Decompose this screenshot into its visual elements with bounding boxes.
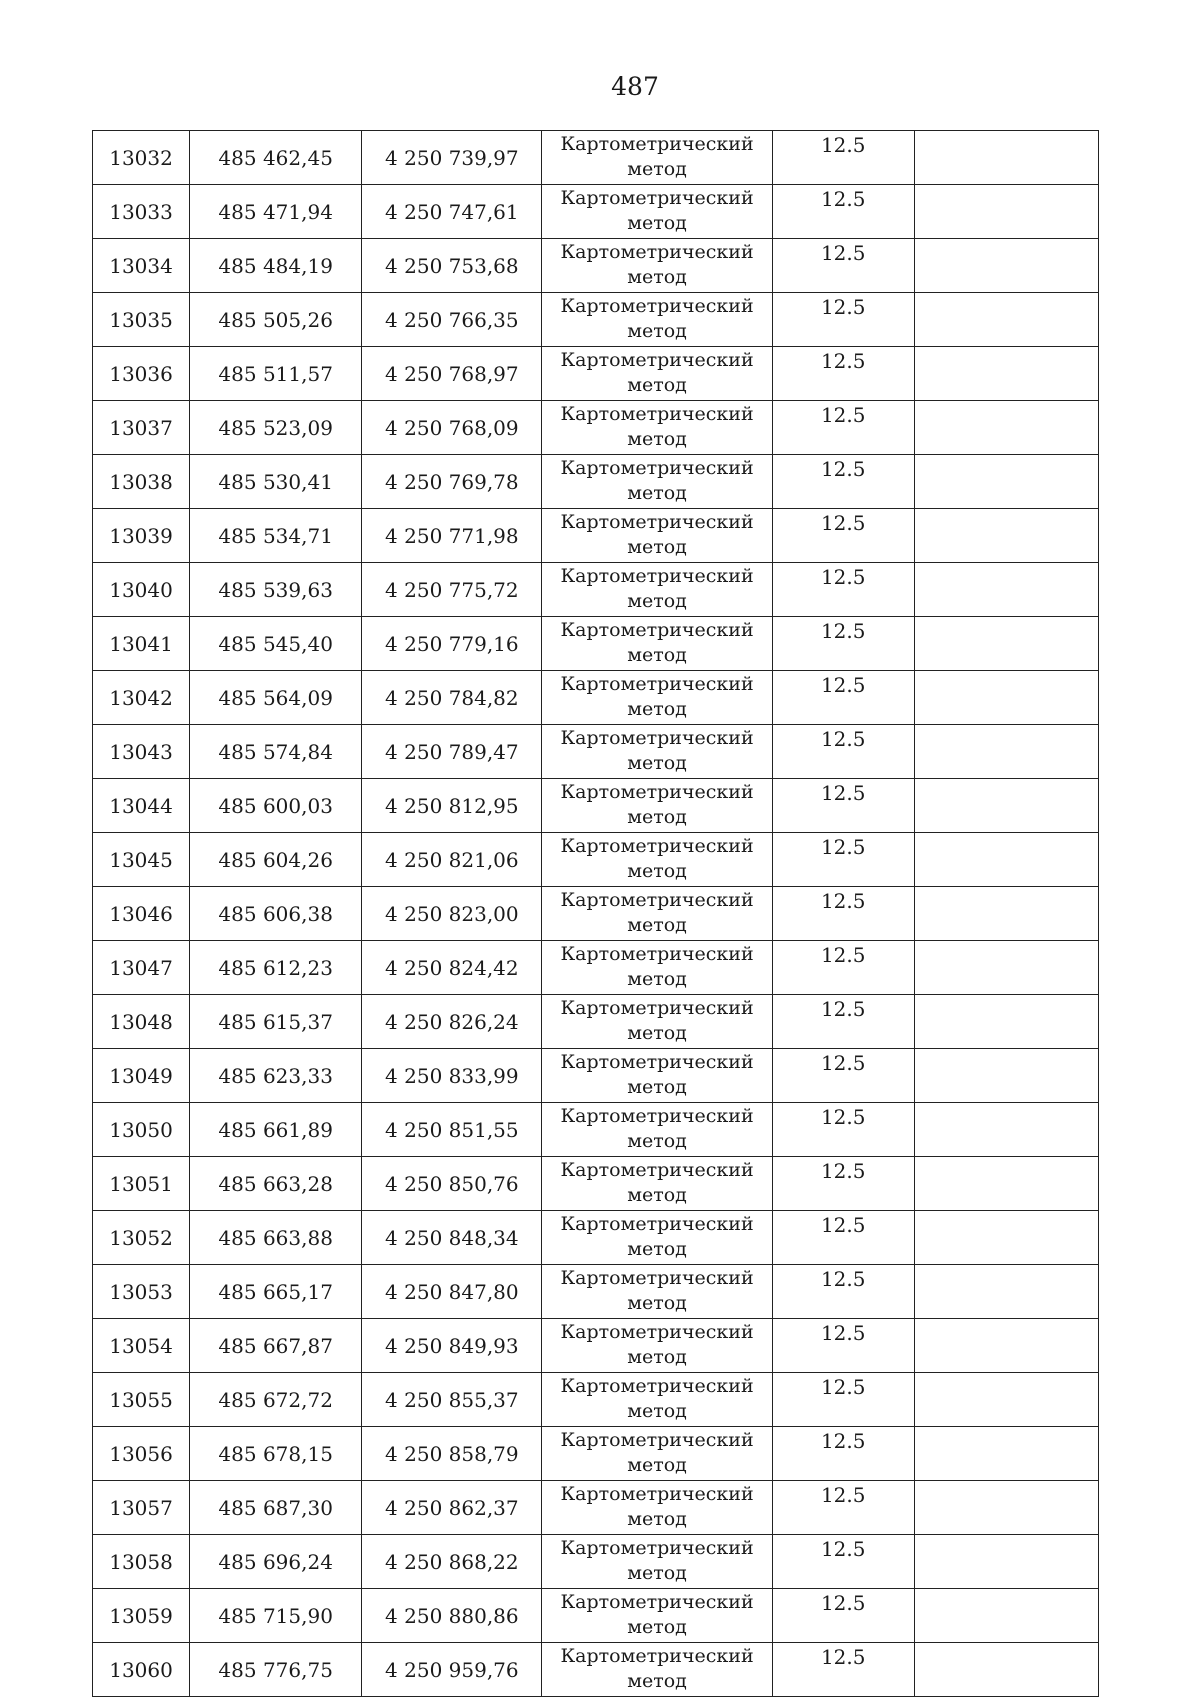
point-number-cell: 13039 (93, 509, 190, 563)
point-number-cell: 13056 (93, 1427, 190, 1481)
table-row (93, 1049, 1099, 1103)
point-number-cell: 13054 (93, 1319, 190, 1373)
method-cell (542, 1427, 772, 1481)
precision-cell: 12.5 (772, 1427, 914, 1481)
method-line-2: метод (627, 1184, 687, 1206)
note-cell (914, 455, 1098, 509)
table-row (93, 131, 1099, 185)
method-line-1: Картометрический (560, 1105, 754, 1127)
x-coordinate-cell: 485 661,89 (190, 1103, 362, 1157)
precision-cell: 12.5 (772, 563, 914, 617)
method-cell (542, 185, 772, 239)
note-cell (914, 347, 1098, 401)
note-cell (914, 401, 1098, 455)
y-coordinate-cell: 4 250 753,68 (362, 239, 542, 293)
note-cell (914, 509, 1098, 563)
y-coordinate-cell: 4 250 826,24 (362, 995, 542, 1049)
method-line-1: Картометрический (560, 727, 754, 749)
method-line-2: метод (627, 482, 687, 504)
precision-cell: 12.5 (772, 239, 914, 293)
method-line-2: метод (627, 536, 687, 558)
x-coordinate-cell: 485 696,24 (190, 1535, 362, 1589)
x-coordinate-cell: 485 484,19 (190, 239, 362, 293)
note-cell (914, 1103, 1098, 1157)
method-line-2: метод (627, 374, 687, 396)
method-line-1: Картометрический (560, 187, 754, 209)
method-line-1: Картометрический (560, 1267, 754, 1289)
table-row (93, 725, 1099, 779)
x-coordinate-cell: 485 606,38 (190, 887, 362, 941)
precision-cell: 12.5 (772, 509, 914, 563)
x-coordinate-cell: 485 539,63 (190, 563, 362, 617)
x-coordinate-cell: 485 715,90 (190, 1589, 362, 1643)
x-coordinate-cell: 485 687,30 (190, 1481, 362, 1535)
x-coordinate-cell: 485 523,09 (190, 401, 362, 455)
method-line-1: Картометрический (560, 295, 754, 317)
note-cell (914, 185, 1098, 239)
method-cell (542, 1643, 772, 1697)
x-coordinate-cell: 485 663,88 (190, 1211, 362, 1265)
method-line-1: Картометрический (560, 835, 754, 857)
method-line-1: Картометрический (560, 673, 754, 695)
point-number-cell: 13060 (93, 1643, 190, 1697)
precision-cell: 12.5 (772, 779, 914, 833)
x-coordinate-cell: 485 600,03 (190, 779, 362, 833)
precision-cell: 12.5 (772, 401, 914, 455)
x-coordinate-cell: 485 604,26 (190, 833, 362, 887)
x-coordinate-cell: 485 505,26 (190, 293, 362, 347)
point-number-cell: 13048 (93, 995, 190, 1049)
precision-cell: 12.5 (772, 1157, 914, 1211)
method-line-2: метод (627, 212, 687, 234)
method-cell (542, 887, 772, 941)
precision-cell: 12.5 (772, 131, 914, 185)
y-coordinate-cell: 4 250 823,00 (362, 887, 542, 941)
method-line-2: метод (627, 1238, 687, 1260)
precision-cell: 12.5 (772, 293, 914, 347)
method-line-2: метод (627, 914, 687, 936)
method-line-1: Картометрический (560, 1483, 754, 1505)
point-number-cell: 13034 (93, 239, 190, 293)
y-coordinate-cell: 4 250 824,42 (362, 941, 542, 995)
note-cell (914, 1049, 1098, 1103)
point-number-cell: 13046 (93, 887, 190, 941)
point-number-cell: 13041 (93, 617, 190, 671)
note-cell (914, 239, 1098, 293)
table-row (93, 1643, 1099, 1697)
method-cell (542, 617, 772, 671)
point-number-cell: 13040 (93, 563, 190, 617)
precision-cell: 12.5 (772, 1643, 914, 1697)
method-line-2: метод (627, 968, 687, 990)
y-coordinate-cell: 4 250 771,98 (362, 509, 542, 563)
point-number-cell: 13042 (93, 671, 190, 725)
y-coordinate-cell: 4 250 851,55 (362, 1103, 542, 1157)
y-coordinate-cell: 4 250 849,93 (362, 1319, 542, 1373)
method-line-1: Картометрический (560, 457, 754, 479)
precision-cell: 12.5 (772, 887, 914, 941)
y-coordinate-cell: 4 250 812,95 (362, 779, 542, 833)
method-line-2: метод (627, 320, 687, 342)
y-coordinate-cell: 4 250 847,80 (362, 1265, 542, 1319)
note-cell (914, 1589, 1098, 1643)
note-cell (914, 833, 1098, 887)
note-cell (914, 887, 1098, 941)
method-line-1: Картометрический (560, 781, 754, 803)
x-coordinate-cell: 485 663,28 (190, 1157, 362, 1211)
method-line-1: Картометрический (560, 349, 754, 371)
x-coordinate-cell: 485 534,71 (190, 509, 362, 563)
method-line-1: Картометрический (560, 1321, 754, 1343)
x-coordinate-cell: 485 564,09 (190, 671, 362, 725)
note-cell (914, 941, 1098, 995)
y-coordinate-cell: 4 250 858,79 (362, 1427, 542, 1481)
table-body (93, 131, 1099, 1697)
note-cell (914, 671, 1098, 725)
y-coordinate-cell: 4 250 784,82 (362, 671, 542, 725)
coordinates-table (92, 130, 1099, 1697)
table-row (93, 239, 1099, 293)
method-line-1: Картометрический (560, 1591, 754, 1613)
note-cell (914, 1211, 1098, 1265)
y-coordinate-cell: 4 250 789,47 (362, 725, 542, 779)
precision-cell: 12.5 (772, 1103, 914, 1157)
precision-cell: 12.5 (772, 1373, 914, 1427)
method-line-2: метод (627, 1076, 687, 1098)
table-row (93, 833, 1099, 887)
y-coordinate-cell: 4 250 747,61 (362, 185, 542, 239)
method-line-1: Картометрический (560, 1375, 754, 1397)
y-coordinate-cell: 4 250 739,97 (362, 131, 542, 185)
point-number-cell: 13053 (93, 1265, 190, 1319)
point-number-cell: 13038 (93, 455, 190, 509)
precision-cell: 12.5 (772, 725, 914, 779)
method-cell (542, 455, 772, 509)
point-number-cell: 13051 (93, 1157, 190, 1211)
precision-cell: 12.5 (772, 671, 914, 725)
method-line-2: метод (627, 158, 687, 180)
method-line-2: метод (627, 1616, 687, 1638)
table-row (93, 1103, 1099, 1157)
note-cell (914, 1427, 1098, 1481)
y-coordinate-cell: 4 250 766,35 (362, 293, 542, 347)
method-line-2: метод (627, 428, 687, 450)
y-coordinate-cell: 4 250 848,34 (362, 1211, 542, 1265)
table-row (93, 1589, 1099, 1643)
method-line-1: Картометрический (560, 1645, 754, 1667)
y-coordinate-cell: 4 250 768,09 (362, 401, 542, 455)
y-coordinate-cell: 4 250 868,22 (362, 1535, 542, 1589)
method-line-2: метод (627, 1400, 687, 1422)
point-number-cell: 13044 (93, 779, 190, 833)
method-line-2: метод (627, 1346, 687, 1368)
note-cell (914, 1535, 1098, 1589)
precision-cell: 12.5 (772, 995, 914, 1049)
table-row (93, 887, 1099, 941)
method-line-1: Картометрический (560, 619, 754, 641)
y-coordinate-cell: 4 250 855,37 (362, 1373, 542, 1427)
method-line-2: метод (627, 1130, 687, 1152)
method-line-1: Картометрический (560, 403, 754, 425)
point-number-cell: 13057 (93, 1481, 190, 1535)
table-row (93, 671, 1099, 725)
note-cell (914, 779, 1098, 833)
y-coordinate-cell: 4 250 833,99 (362, 1049, 542, 1103)
method-cell (542, 131, 772, 185)
table-row (93, 1265, 1099, 1319)
method-cell (542, 1103, 772, 1157)
point-number-cell: 13036 (93, 347, 190, 401)
method-line-1: Картометрический (560, 1213, 754, 1235)
note-cell (914, 725, 1098, 779)
table-row (93, 1373, 1099, 1427)
method-line-1: Картометрический (560, 565, 754, 587)
method-line-2: метод (627, 1292, 687, 1314)
point-number-cell: 13058 (93, 1535, 190, 1589)
method-line-1: Картометрический (560, 1051, 754, 1073)
method-cell (542, 563, 772, 617)
method-cell (542, 671, 772, 725)
method-cell (542, 833, 772, 887)
note-cell (914, 563, 1098, 617)
table-row (93, 1157, 1099, 1211)
method-cell (542, 1373, 772, 1427)
note-cell (914, 1481, 1098, 1535)
method-cell (542, 725, 772, 779)
y-coordinate-cell: 4 250 775,72 (362, 563, 542, 617)
method-line-1: Картометрический (560, 997, 754, 1019)
table-row (93, 941, 1099, 995)
x-coordinate-cell: 485 545,40 (190, 617, 362, 671)
method-cell (542, 1049, 772, 1103)
method-cell (542, 401, 772, 455)
x-coordinate-cell: 485 776,75 (190, 1643, 362, 1697)
x-coordinate-cell: 485 678,15 (190, 1427, 362, 1481)
point-number-cell: 13043 (93, 725, 190, 779)
method-line-2: метод (627, 266, 687, 288)
method-line-1: Картометрический (560, 241, 754, 263)
method-line-2: метод (627, 1454, 687, 1476)
table-row (93, 401, 1099, 455)
method-line-2: метод (627, 752, 687, 774)
point-number-cell: 13050 (93, 1103, 190, 1157)
method-line-1: Картометрический (560, 1429, 754, 1451)
point-number-cell: 13035 (93, 293, 190, 347)
note-cell (914, 1643, 1098, 1697)
y-coordinate-cell: 4 250 769,78 (362, 455, 542, 509)
y-coordinate-cell: 4 250 821,06 (362, 833, 542, 887)
precision-cell: 12.5 (772, 941, 914, 995)
method-cell (542, 1211, 772, 1265)
method-line-2: метод (627, 1562, 687, 1584)
table-row (93, 185, 1099, 239)
method-cell (542, 1535, 772, 1589)
point-number-cell: 13049 (93, 1049, 190, 1103)
method-cell (542, 1319, 772, 1373)
note-cell (914, 293, 1098, 347)
method-line-1: Картометрический (560, 133, 754, 155)
method-line-1: Картометрический (560, 511, 754, 533)
point-number-cell: 13059 (93, 1589, 190, 1643)
note-cell (914, 1373, 1098, 1427)
y-coordinate-cell: 4 250 779,16 (362, 617, 542, 671)
table-row (93, 617, 1099, 671)
point-number-cell: 13052 (93, 1211, 190, 1265)
x-coordinate-cell: 485 615,37 (190, 995, 362, 1049)
x-coordinate-cell: 485 612,23 (190, 941, 362, 995)
table-row (93, 1427, 1099, 1481)
x-coordinate-cell: 485 623,33 (190, 1049, 362, 1103)
precision-cell: 12.5 (772, 1589, 914, 1643)
table-row (93, 563, 1099, 617)
method-cell (542, 779, 772, 833)
table-row (93, 293, 1099, 347)
table-row (93, 995, 1099, 1049)
method-cell (542, 1589, 772, 1643)
y-coordinate-cell: 4 250 862,37 (362, 1481, 542, 1535)
note-cell (914, 1319, 1098, 1373)
x-coordinate-cell: 485 574,84 (190, 725, 362, 779)
x-coordinate-cell: 485 667,87 (190, 1319, 362, 1373)
method-line-2: метод (627, 698, 687, 720)
note-cell (914, 1265, 1098, 1319)
point-number-cell: 13032 (93, 131, 190, 185)
x-coordinate-cell: 485 530,41 (190, 455, 362, 509)
method-cell (542, 941, 772, 995)
precision-cell: 12.5 (772, 1211, 914, 1265)
note-cell (914, 131, 1098, 185)
method-cell (542, 347, 772, 401)
x-coordinate-cell: 485 672,72 (190, 1373, 362, 1427)
note-cell (914, 1157, 1098, 1211)
x-coordinate-cell: 485 471,94 (190, 185, 362, 239)
point-number-cell: 13045 (93, 833, 190, 887)
table-row (93, 509, 1099, 563)
precision-cell: 12.5 (772, 347, 914, 401)
method-line-2: метод (627, 806, 687, 828)
precision-cell: 12.5 (772, 833, 914, 887)
precision-cell: 12.5 (772, 1049, 914, 1103)
method-line-2: метод (627, 590, 687, 612)
note-cell (914, 617, 1098, 671)
method-line-1: Картометрический (560, 1537, 754, 1559)
method-line-2: метод (627, 644, 687, 666)
y-coordinate-cell: 4 250 880,86 (362, 1589, 542, 1643)
method-line-2: метод (627, 860, 687, 882)
method-line-1: Картометрический (560, 889, 754, 911)
method-cell (542, 1481, 772, 1535)
page-number: 487 (611, 72, 659, 101)
method-line-2: метод (627, 1508, 687, 1530)
point-number-cell: 13055 (93, 1373, 190, 1427)
table-row (93, 455, 1099, 509)
table-row (93, 347, 1099, 401)
table-row (93, 1319, 1099, 1373)
x-coordinate-cell: 485 462,45 (190, 131, 362, 185)
precision-cell: 12.5 (772, 1481, 914, 1535)
point-number-cell: 13033 (93, 185, 190, 239)
table-row (93, 1211, 1099, 1265)
method-cell (542, 293, 772, 347)
precision-cell: 12.5 (772, 1319, 914, 1373)
method-line-2: метод (627, 1022, 687, 1044)
x-coordinate-cell: 485 511,57 (190, 347, 362, 401)
method-cell (542, 1265, 772, 1319)
point-number-cell: 13037 (93, 401, 190, 455)
note-cell (914, 995, 1098, 1049)
method-line-1: Картометрический (560, 943, 754, 965)
y-coordinate-cell: 4 250 768,97 (362, 347, 542, 401)
table-row (93, 1535, 1099, 1589)
method-line-1: Картометрический (560, 1159, 754, 1181)
table-row (93, 779, 1099, 833)
precision-cell: 12.5 (772, 455, 914, 509)
method-cell (542, 995, 772, 1049)
precision-cell: 12.5 (772, 1535, 914, 1589)
y-coordinate-cell: 4 250 850,76 (362, 1157, 542, 1211)
x-coordinate-cell: 485 665,17 (190, 1265, 362, 1319)
point-number-cell: 13047 (93, 941, 190, 995)
y-coordinate-cell: 4 250 959,76 (362, 1643, 542, 1697)
precision-cell: 12.5 (772, 617, 914, 671)
method-cell (542, 509, 772, 563)
precision-cell: 12.5 (772, 1265, 914, 1319)
method-cell (542, 1157, 772, 1211)
table-row (93, 1481, 1099, 1535)
method-cell (542, 239, 772, 293)
method-line-2: метод (627, 1670, 687, 1692)
precision-cell: 12.5 (772, 185, 914, 239)
